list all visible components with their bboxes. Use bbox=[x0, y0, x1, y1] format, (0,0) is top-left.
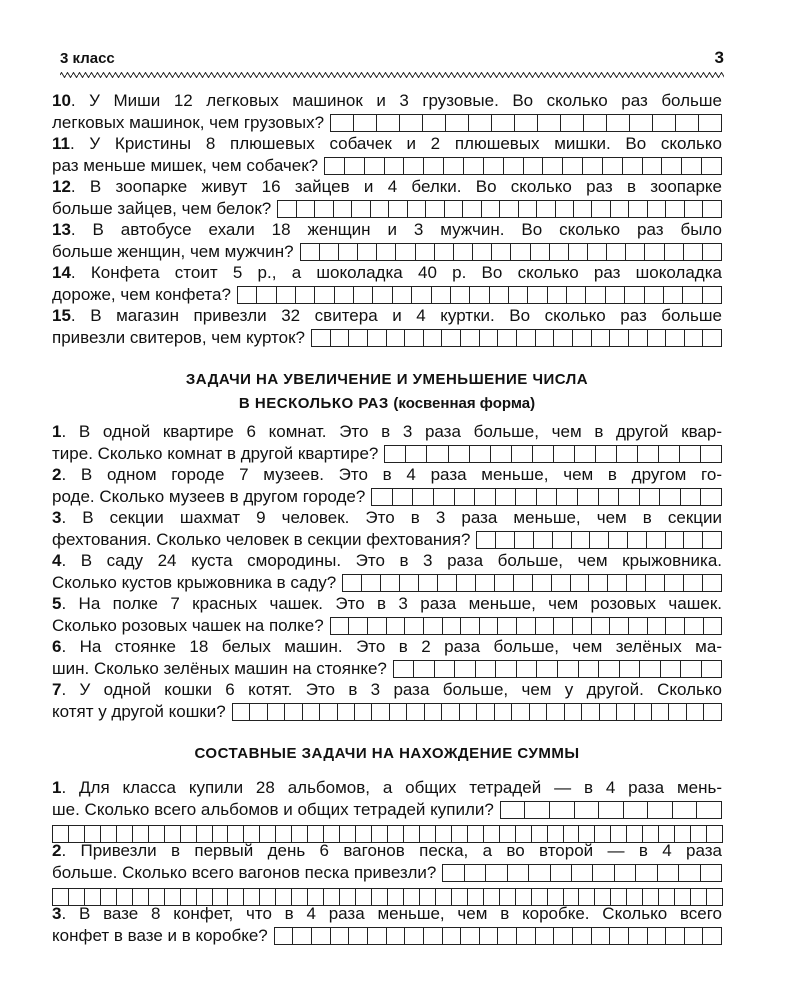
task-s3-2 bbox=[52, 840, 722, 906]
task-12 bbox=[52, 176, 722, 220]
task-text: . Для класса купили 28 альбомов, а общих тетрадей — в 4 раза мень- bbox=[61, 778, 722, 797]
answer-cells[interactable] bbox=[232, 703, 722, 721]
task-s2-5 bbox=[52, 593, 722, 637]
task-text: шин. Сколько зелёных машин на стоянке? bbox=[52, 659, 387, 678]
task-text: привезли свитеров, чем курток? bbox=[52, 328, 305, 347]
task-number: 15 bbox=[52, 306, 71, 325]
task-text: . На полке 7 красных чашек. Это в 3 раза меньше, чем розовых чашек. bbox=[61, 594, 722, 613]
task-s2-1 bbox=[52, 421, 722, 465]
task-text: фехтования. Сколько человек в секции фехтования? bbox=[52, 530, 471, 549]
task-text: больше зайцев, чем белок? bbox=[52, 199, 272, 218]
task-text: . Привезли в первый день 6 вагонов песка, а во второй — в 4 раза bbox=[61, 841, 722, 860]
task-text: конфет в вазе и в коробке? bbox=[52, 926, 268, 945]
task-s2-2 bbox=[52, 464, 722, 508]
task-text: . В автобусе ехали 18 женщин и 3 мужчин. Во сколько раз было bbox=[70, 220, 722, 239]
task-text: . На стоянке 18 белых машин. Это в 2 раза больше, чем зелёных ма- bbox=[61, 637, 722, 656]
task-number: 3 bbox=[52, 904, 62, 923]
grade-label: 3 класс bbox=[60, 50, 115, 67]
answer-cells[interactable] bbox=[393, 660, 722, 678]
task-text: . В одном городе 7 музеев. Это в 4 раза меньше, чем в другом го- bbox=[61, 465, 722, 484]
task-10 bbox=[52, 90, 722, 134]
task-text: . У Миши 12 легковых машинок и 3 грузовые. Во сколько раз больше bbox=[70, 91, 722, 110]
task-text: . В секции шахмат 9 человек. Это в 3 раза меньше, чем в секции bbox=[61, 508, 722, 527]
task-s3-3 bbox=[52, 903, 722, 947]
section-title-subtitle: (косвенная форма) bbox=[393, 395, 536, 412]
task-number: 2 bbox=[52, 465, 62, 484]
task-text: больше женщин, чем мужчин? bbox=[52, 242, 294, 261]
task-number: 4 bbox=[52, 551, 62, 570]
task-11 bbox=[52, 133, 722, 177]
header-divider bbox=[60, 72, 724, 78]
answer-cells[interactable] bbox=[500, 801, 722, 819]
task-text: . В вазе 8 конфет, что в 4 раза меньше, чем в коробке. Сколько всего bbox=[61, 904, 722, 923]
task-number: 10 bbox=[52, 91, 71, 110]
task-text: роде. Сколько музеев в другом городе? bbox=[52, 487, 366, 506]
answer-cells[interactable] bbox=[371, 488, 722, 506]
task-number: 3 bbox=[52, 508, 62, 527]
task-number: 12 bbox=[52, 177, 71, 196]
task-number: 14 bbox=[52, 263, 71, 282]
task-s2-4 bbox=[52, 550, 722, 594]
task-14 bbox=[52, 262, 722, 306]
task-s2-6 bbox=[52, 636, 722, 680]
task-text: . Конфета стоит 5 р., а шоколадка 40 р. Во сколько раз шоколадка bbox=[70, 263, 722, 282]
task-text: котят у другой кошки? bbox=[52, 702, 226, 721]
page-header bbox=[60, 50, 724, 72]
task-text: легковых машинок, чем грузовых? bbox=[52, 113, 325, 132]
task-text: . В одной квартире 6 комнат. Это в 3 раза больше, чем в другой квар- bbox=[61, 422, 722, 441]
answer-cells[interactable] bbox=[476, 531, 722, 549]
answer-cells[interactable] bbox=[342, 574, 722, 592]
task-text: больше. Сколько всего вагонов песка привезли? bbox=[52, 863, 437, 882]
answer-cells[interactable] bbox=[277, 200, 722, 218]
task-13 bbox=[52, 219, 722, 263]
answer-cells[interactable] bbox=[300, 243, 722, 261]
task-text: ше. Сколько всего альбомов и общих тетрадей купили? bbox=[52, 800, 494, 819]
task-text: . В саду 24 куста смородины. Это в 3 раза больше, чем крыжовника. bbox=[61, 551, 722, 570]
task-number: 5 bbox=[52, 594, 62, 613]
task-s3-1 bbox=[52, 777, 722, 843]
task-number: 6 bbox=[52, 637, 62, 656]
section-title-line1: ЗАДАЧИ НА УВЕЛИЧЕНИЕ И УМЕНЬШЕНИЕ ЧИСЛА bbox=[185, 371, 589, 388]
answer-cells[interactable] bbox=[442, 864, 722, 882]
task-number: 11 bbox=[52, 134, 70, 153]
task-number: 1 bbox=[52, 778, 62, 797]
task-text: . У одной кошки 6 котят. Это в 3 раза больше, чем у другой. Сколько bbox=[61, 680, 722, 699]
task-s2-7 bbox=[52, 679, 722, 723]
section-title-sum: СОСТАВНЫЕ ЗАДАЧИ НА НАХОЖДЕНИЕ СУММЫ bbox=[194, 745, 580, 762]
task-text: Сколько розовых чашек на полке? bbox=[52, 616, 324, 635]
task-number: 1 bbox=[52, 422, 62, 441]
answer-cells[interactable] bbox=[274, 927, 722, 945]
task-text: раз меньше мишек, чем собачек? bbox=[52, 156, 319, 175]
task-text: . В магазин привезли 32 свитера и 4 куртки. Во сколько раз больше bbox=[70, 306, 722, 325]
task-number: 7 bbox=[52, 680, 62, 699]
task-number: 2 bbox=[52, 841, 62, 860]
task-15 bbox=[52, 305, 722, 349]
task-text: . У Кристины 8 плюшевых собачек и 2 плюшевых мишки. Во сколько bbox=[69, 134, 722, 153]
answer-cells[interactable] bbox=[330, 617, 722, 635]
task-number: 13 bbox=[52, 220, 71, 239]
section-title-increase-decrease bbox=[52, 368, 722, 416]
answer-cells[interactable] bbox=[324, 157, 722, 175]
task-text: . В зоопарке живут 16 зайцев и 4 белки. Во сколько раз в зоопарке bbox=[70, 177, 722, 196]
task-text: тире. Сколько комнат в другой квартире? bbox=[52, 444, 379, 463]
answer-cells[interactable] bbox=[237, 286, 722, 304]
page-number: 3 bbox=[714, 48, 724, 67]
task-text: дороже, чем конфета? bbox=[52, 285, 231, 304]
answer-cells[interactable] bbox=[384, 445, 722, 463]
answer-cells[interactable] bbox=[311, 329, 722, 347]
task-text: Сколько кустов крыжовника в саду? bbox=[52, 573, 337, 592]
section-title-line2: В НЕСКОЛЬКО РАЗ bbox=[238, 395, 389, 412]
task-s2-3 bbox=[52, 507, 722, 551]
answer-cells[interactable] bbox=[330, 114, 722, 132]
